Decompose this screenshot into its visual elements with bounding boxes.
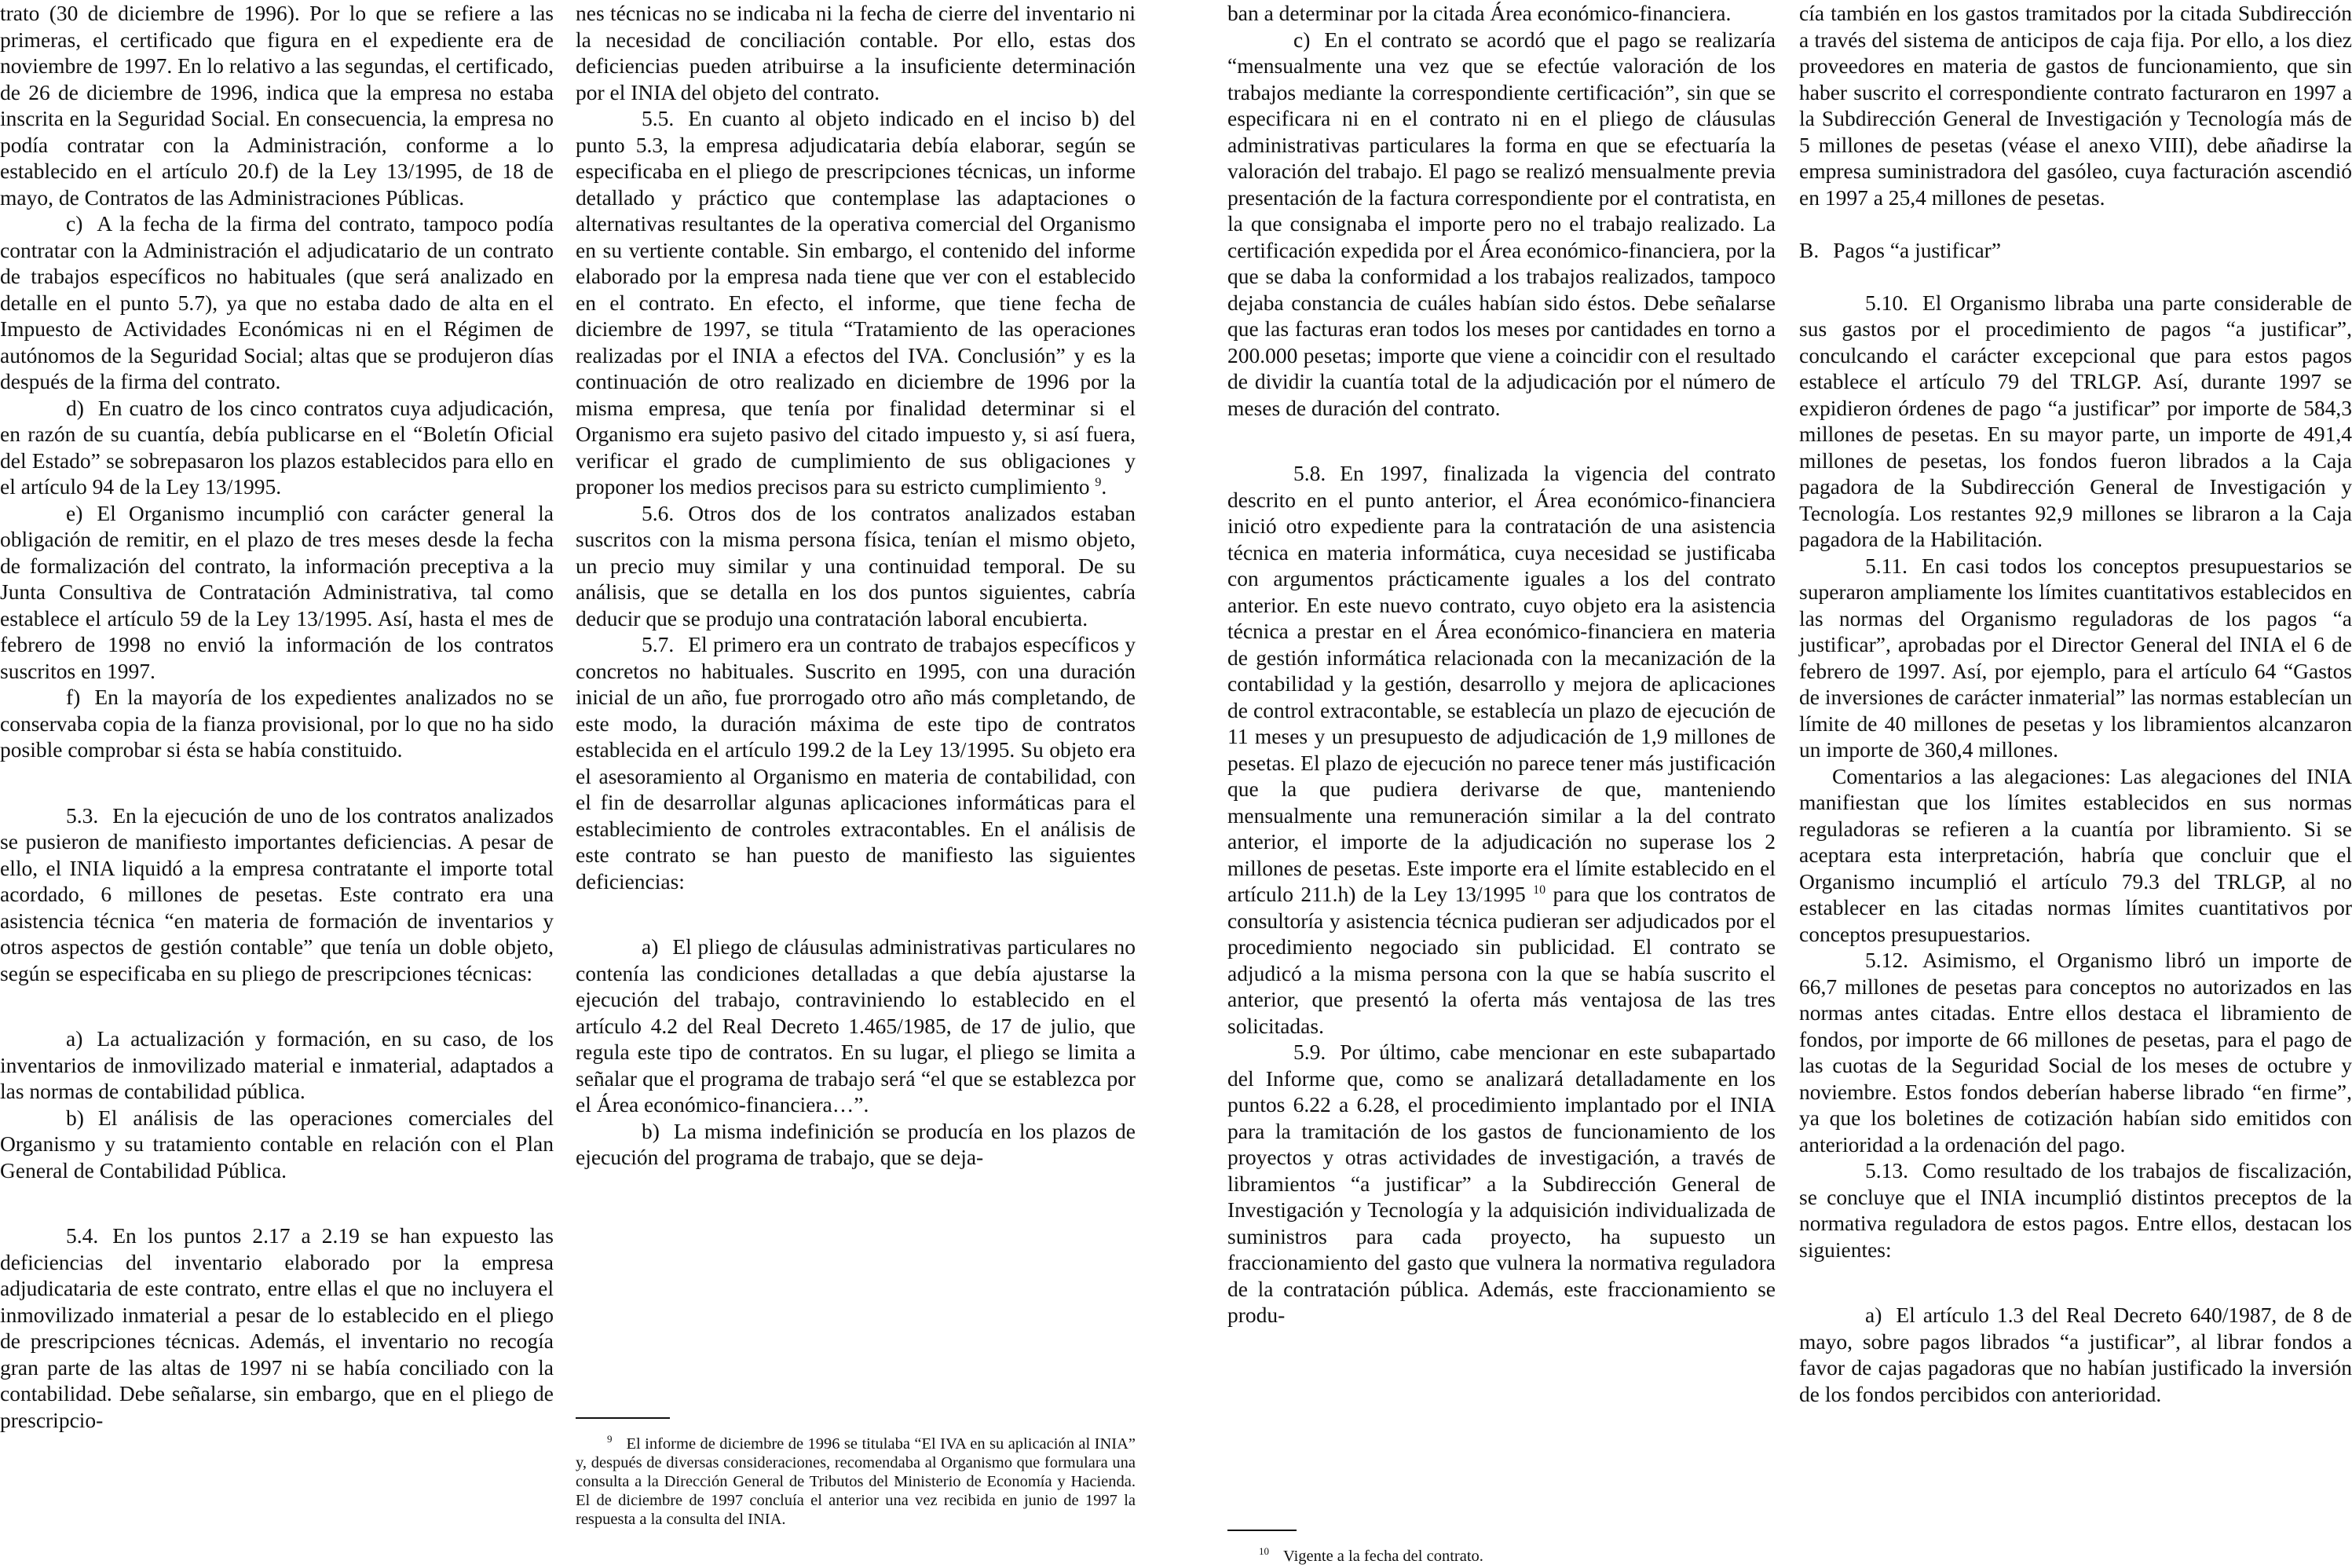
paragraph-b xyxy=(0,1105,554,1184)
paragraph-label: 5.3. xyxy=(66,802,99,828)
paragraph xyxy=(1227,0,1776,27)
paragraph-text: El Organismo libraba una parte considerable de sus gastos por el procedimiento de pagos “a justificar”, conculcando el carácter excepcional que para estos pagos establece el artículo 79 del TRLGP. Así, durante 1997 se expidieron órdenes de pago “a justificar” por importe de 584,3 millones de pesetas. En su mayor parte, un importe de 491,4 millones de pesetas, los fondos fueron librados a la Caja pagadora de la Subdirección General de Investigación y Tecnología. Los restantes 92,9 millones se libraron a la Caja pagadora de la Habilitación. xyxy=(1799,290,2352,551)
paragraph-text: En la ejecución de uno de los contratos analizados se pusieron de manifiesto importantes deficiencias. A pesar de ello, el INIA liquidó a la empresa contratante el importe total acordado, 6 millones de pesetas. Este contrato era una asistencia técnica “en materia de formación de inventarios y otros aspectos de gestión contable” que tenía un doble objeto, según se especificaba en su pliego de prescripciones técnicas: xyxy=(0,802,554,985)
paragraph-text: En 1997, finalizada la vigencia del contrato descrito en el punto anterior, el Área económico-financiera inició otro expediente para la contratación de una asistencia técnica en materia informática, cuya necesidad se justificaba con argumentos prácticamente iguales a los del contrato anterior. En este nuevo contrato, cuyo objeto era la asistencia técnica a prestar en el Área económico-financiera en materia de gestión informática relacionada con la mecanización de la contabilidad y la gestión, desarrollo y mejora de aplicaciones de control extracontable, se establecía un plazo de ejecución de 11 meses y un presupuesto de adjudicación de 1,9 millones de pesetas. El plazo de ejecución no parece tener más justificación que la que pudiera derivarse de que, manteniendo mensualmente una remuneración similar a la del contrato anterior, el importe de la adjudicación no superase los 2 millones de pesetas. Este importe era el límite establecido en el artículo 211.h) de la Ley 13/1995 xyxy=(1227,461,1776,906)
paragraph-text: La actualización y formación, en su caso, de los inventarios de inmovilizado material e inmaterial, adaptados a las normas de contabilidad pública. xyxy=(0,1026,554,1103)
paragraph xyxy=(1799,0,2352,210)
paragraph-513 xyxy=(1799,1157,2352,1263)
paragraph-58 xyxy=(1227,460,1776,1039)
paragraph-text: trato (30 de diciembre de 1996). Por lo que se refiere a las primeras, el certificado que figura en el expediente era de noviembre de 1997. En lo relativo a las segundas, el certificado, de 26 de diciembre de 1996, indica que la empresa no estaba inscrita en la Seguridad Social. En consecuencia, la empresa no podía contratar con la Administración, conforme a lo establecido en el artículo 20.f) de la Ley 13/1995, de 18 de mayo, de Contratos de las Administraciones Públicas. xyxy=(0,1,554,210)
paragraph-c xyxy=(1227,27,1776,422)
section-heading xyxy=(1799,237,2352,264)
paragraph-label: B. xyxy=(1799,237,1820,262)
paragraph-text-continued: . xyxy=(1101,474,1107,499)
paragraph-text: El pliego de cláusulas administrativas particulares no contenía las condiciones detalladas a que debía ajustarse la ejecución del trabajo, contraviniendo lo establecido en el artículo 4.2 del Real Decreto 1.465/1985, de 17 de julio, que regula este tipo de contratos. En su lugar, el pliego se limita a señalar que el programa de trabajo será “el que se establezca por el Área económico-financiera…”. xyxy=(576,934,1136,1117)
paragraph-label: b) xyxy=(66,1105,84,1130)
paragraph-label: a) xyxy=(642,934,659,959)
paragraph-label: 5.10. xyxy=(1865,290,1908,315)
footnote-text: Vigente a la fecha del contrato. xyxy=(1283,1548,1483,1565)
paragraph-text: El análisis de las operaciones comerciales del Organismo y su tratamiento contable en relación con el Plan General de Contabilidad Pública. xyxy=(0,1105,554,1182)
paragraph-text: En casi todos los conceptos presupuestarios se superaron ampliamente los límites cuantitativos establecidos en las normas del Organismo reguladoras de los pagos “a justificar”, aprobadas por el Director General del INIA el 6 de febrero de 1997. Así, por ejemplo, para el artículo 64 “Gastos de inversiones de carácter inmaterial” las normas establecían un límite de 40 millones de pesetas y los libramientos alcanzaron un importe de 360,4 millones. xyxy=(1799,553,2352,762)
paragraph-text: Asimismo, el Organismo libró un importe de 66,7 millones de pesetas para conceptos no autorizados en las normas antes citadas. Entre ellos destaca el libramiento de fondos, por importe de 66 millones de pesetas, para el pago de las cuotas de la Seguridad Social de los meses de octubre y noviembre. Estos fondos deberían haberse librado “en firme”, ya que los boletines de cotización habían sido emitidos con anterioridad a la ordenación del pago. xyxy=(1799,948,2352,1157)
footnote-reference[interactable]: 10 xyxy=(1533,883,1546,897)
paragraph-text: A la fecha de la firma del contrato, tampoco podía contratar con la Administración el adjudicatario de un contrato de trabajos específicos no habituales (que será analizado en detalle en el punto 5.7), ya que no estaba dado de alta en el Impuesto de Actividades Económicas ni en el Régimen de autónomos de la Seguridad Social; altas que se produjeron días después de la firma del contrato. xyxy=(0,211,554,393)
paragraph-text: cía también en los gastos tramitados por la citada Subdirección a través del sistema de anticipos de caja fija. Por ello, a los diez proveedores en materia de gastos de funcionamiento, que sin haber suscrito el correspondiente contrato facturaron en 1997 a la Subdirección General de Investigación y Tecnología más de 5 millones de pesetas (véase el anexo VIII), debe añadirse la empresa suministradora del gasóleo, cuya facturación ascendió en 1997 a 25,4 millones de pesetas. xyxy=(1799,1,2352,210)
footnote-rule xyxy=(1227,1530,1297,1531)
text-column-4 xyxy=(1799,0,2352,1407)
footnote-text: El informe de diciembre de 1996 se titulaba “El IVA en su aplicación al INIA” y, después de diversas consideraciones, recomendaba al Organismo que formulara una consulta a la Dirección General de Tributos del Ministerio de Economía y Hacienda. El de diciembre de 1997 concluía el anterior una vez recibida en junio de 1997 la respuesta a la consulta del INIA. xyxy=(576,1435,1136,1528)
paragraph-text: ban a determinar por la citada Área económico-financiera. xyxy=(1227,1,1732,25)
paragraph-text: Otros dos de los contratos analizados estaban suscritos con la misma persona física, tenían el mismo objeto, un precio muy similar y una continuidad temporal. De su análisis, que se detalla en los dos puntos siguientes, cabría deducir que se produjo una contratación laboral encubierta. xyxy=(576,500,1136,630)
paragraph-label: 5.5. xyxy=(642,106,675,130)
paragraph-label: 5.11. xyxy=(1865,553,1908,578)
paragraph-c xyxy=(0,210,554,395)
text-column-1 xyxy=(0,0,554,1433)
paragraph-label: 5.12. xyxy=(1865,948,1908,972)
paragraph-a xyxy=(0,1025,554,1105)
paragraph-label: 5.9. xyxy=(1293,1040,1326,1064)
paragraph-text: En cuanto al objeto indicado en el inciso b) del punto 5.3, la empresa adjudicataria debía elaborar, según se especificaba en el pliego de prescripciones técnicas, un informe detallado y práctico que contemplase las adaptaciones o alternativas resultantes de la operativa comercial del Organismo en su vertiente contable. Sin embargo, el contenido del informe elaborado por la empresa nada tiene que ver con el establecido en el contrato. En efecto, el informe, que tiene fecha de diciembre de 1997, se titula “Tratamiento de las operaciones realizadas por el INIA a efectos del IVA. Conclusión” y es la continuación de otro realizado en diciembre de 1996 por la misma empresa, que tenía por finalidad determinar si el Organismo era sujeto pasivo del citado impuesto y, si así fuera, verificar el grado de cumplimiento de sus obligaciones y proponer los medios precisos para su estricto cumplimiento xyxy=(576,106,1136,499)
paragraph-label: e) xyxy=(66,500,83,525)
paragraph-511 xyxy=(1799,553,2352,763)
paragraph-label: c) xyxy=(1293,27,1311,52)
text-column-3 xyxy=(1227,0,1776,1329)
footnote-mark: 9 xyxy=(607,1433,613,1446)
paragraph-text: En el contrato se acordó que el pago se realizaría “mensualmente una vez que se efectúe valoración de los trabajos mediante la correspondiente certificación”, sin que se especificara ni en el contrato ni en el pliego de cláusulas administrativas particulares la forma en que se efectuaría la valoración del trabajo. El pago se realizó mensualmente previa presentación de la factura correspondiente por el contratista, en la que consignaba el importe pero no el trabajo realizado. La certificación expedida por el Área económico-financiera, por la que se daba la conformidad a los trabajos realizados, tampoco dejaba constancia de cuáles habían sido éstos. Debe señalarse que las facturas eran todos los meses por cantidades en torno a 200.000 pesetas; importe que viene a coincidir con el resultado de dividir la cuantía total de la adjudicación por el número de meses de duración del contrato. xyxy=(1227,27,1776,420)
paragraph-text: Por último, cabe mencionar en este subapartado del Informe que, como se analizará detalladamente en los puntos 6.22 a 6.28, el procedimiento implantado por el INIA para la tramitación de los gastos de funcionamiento de los proyectos y otras actividades de investigación, a través de libramientos “a justificar” a la Subdirección General de Investigación y Tecnología y la adquisición individualizada de suministros para cada proyecto, ha supuesto un fraccionamiento del gasto que vulnera la normativa reguladora de la contratación pública. Además, este fraccionamiento se produ- xyxy=(1227,1040,1776,1327)
paragraph xyxy=(0,0,554,210)
paragraph-a xyxy=(1799,1302,2352,1407)
paragraph-text: Comentarios a las alegaciones: Las alegaciones del INIA manifiestan que los límites establecidos en sus normas reguladoras se refieren a la cuantía por libramiento. Si se aceptara esta interpretación, habría que concluir que el Organismo incumplió el artículo 79.3 del TRLGP, al no establecer en las citadas normas límites cuantitativos por conceptos presupuestarios. xyxy=(1799,763,2352,946)
paragraph-b xyxy=(576,1118,1136,1171)
text-column-2 xyxy=(576,0,1136,1171)
footnote-area-9 xyxy=(576,1417,1136,1529)
footnote-reference[interactable]: 9 xyxy=(1095,475,1102,489)
paragraph-text: Como resultado de los trabajos de fiscalización, se concluye que el INIA incumplió distintos preceptos de la normativa reguladora de estos pagos. Entre ellos, destacan los siguientes: xyxy=(1799,1158,2352,1262)
paragraph-label: 5.4. xyxy=(66,1223,99,1248)
paragraph xyxy=(1799,763,2352,948)
paragraph-text: En los puntos 2.17 a 2.19 se han expuesto las deficiencias del inventario elaborado por la empresa adjudicataria de este contrato, entre ellas el que no incluyera el inmovilizado inmaterial a pesar de lo establecido en el pliego de prescripciones técnicas. Además, el inventario no recogía gran parte de las altas de 1997 ni se había conciliado con la contabilidad. Debe señalarse, sin embargo, que en el pliego de prescripcio- xyxy=(0,1223,554,1432)
paragraph-59 xyxy=(1227,1039,1776,1329)
paragraph-a xyxy=(576,934,1136,1118)
paragraph-f xyxy=(0,684,554,763)
paragraph-label: 5.6. xyxy=(642,500,675,525)
paragraph-label: 5.13. xyxy=(1865,1158,1908,1182)
paragraph-53 xyxy=(0,802,554,987)
footnote-area-10 xyxy=(1227,1530,1776,1566)
paragraph-56 xyxy=(576,500,1136,632)
paragraph-text: Pagos “a justificar” xyxy=(1833,237,2002,262)
paragraph-512 xyxy=(1799,947,2352,1157)
paragraph-label: a) xyxy=(66,1026,83,1051)
footnote-rule xyxy=(576,1417,670,1419)
paragraph-text: En la mayoría de los expedientes analizados no se conservaba copia de la fianza provisional, por lo que no ha sido posible comprobar si ésta se había constituido. xyxy=(0,685,554,762)
paragraph-label: 5.7. xyxy=(642,632,675,656)
paragraph-text: El artículo 1.3 del Real Decreto 640/1987, de 8 de mayo, sobre pagos librados “a justificar”, al librar fondos a favor de cajas pagadoras que no habían justificado la inversión de los fondos percibidos con anterioridad. xyxy=(1799,1303,2352,1406)
paragraph-label: d) xyxy=(66,395,84,420)
paragraph-label: c) xyxy=(66,211,83,236)
paragraph-e xyxy=(0,500,554,685)
paragraph-text: La misma indefinición se producía en los plazos de ejecución del programa de trabajo, que se deja- xyxy=(576,1118,1136,1169)
footnote-10 xyxy=(1227,1547,1776,1566)
paragraph-text: nes técnicas no se indicaba ni la fecha de cierre del inventario ni la necesidad de conciliación contable. Por ello, estas dos deficiencias pueden atribuirse a la insuficiente determinación por el INIA del objeto del contrato. xyxy=(576,1,1136,104)
paragraph-55 xyxy=(576,105,1136,500)
paragraph-label: b) xyxy=(642,1118,660,1143)
paragraph-text-continued: para que los contratos de consultoría y asistencia técnica pudieran ser adjudicados por el procedimiento negociado sin publicidad. El contrato se adjudicó a la misma persona con la que se había suscrito el anterior, que presentó la oferta más ventajosa de las tres solicitadas. xyxy=(1227,882,1776,1038)
paragraph-label: 5.8. xyxy=(1293,461,1326,485)
paragraph-text: El primero era un contrato de trabajos específicos y concretos no habituales. Suscrito en 1995, con una duración inicial de un año, fue prorrogado otro año más completando, de este modo, la duración máxima de este tipo de contratos establecida en el artículo 199.2 de la Ley 13/1995. Su objeto era el asesoramiento al Organismo en materia de contabilidad, con el fin de desarrollar algunas aplicaciones informáticas para el establecimiento de controles extracontables. En el análisis de este contrato se han puesto de manifiesto las siguientes deficiencias: xyxy=(576,632,1136,894)
footnote-mark: 10 xyxy=(1259,1545,1269,1558)
paragraph xyxy=(576,0,1136,105)
paragraph-510 xyxy=(1799,290,2352,553)
paragraph-text: En cuatro de los cinco contratos cuya adjudicación, en razón de su cuantía, debía publicarse en el “Boletín Oficial del Estado” se sobrepasaron los plazos establecidos para ello en el artículo 94 de la Ley 13/1995. xyxy=(0,395,554,499)
paragraph-d xyxy=(0,395,554,500)
footnote-9 xyxy=(576,1435,1136,1529)
paragraph-label: f) xyxy=(66,685,81,709)
paragraph-57 xyxy=(576,631,1136,894)
paragraph-54 xyxy=(0,1223,554,1433)
paragraph-text: El Organismo incumplió con carácter general la obligación de remitir, en el plazo de tres meses desde la fecha de formalización del contrato, la información preceptiva a la Junta Consultiva de Contratación Administrativa, tal como establece el artículo 59 de la Ley 13/1995. Así, hasta el mes de febrero de 1998 no envió la información de los contratos suscritos en 1997. xyxy=(0,500,554,683)
paragraph-label: a) xyxy=(1865,1303,1882,1327)
